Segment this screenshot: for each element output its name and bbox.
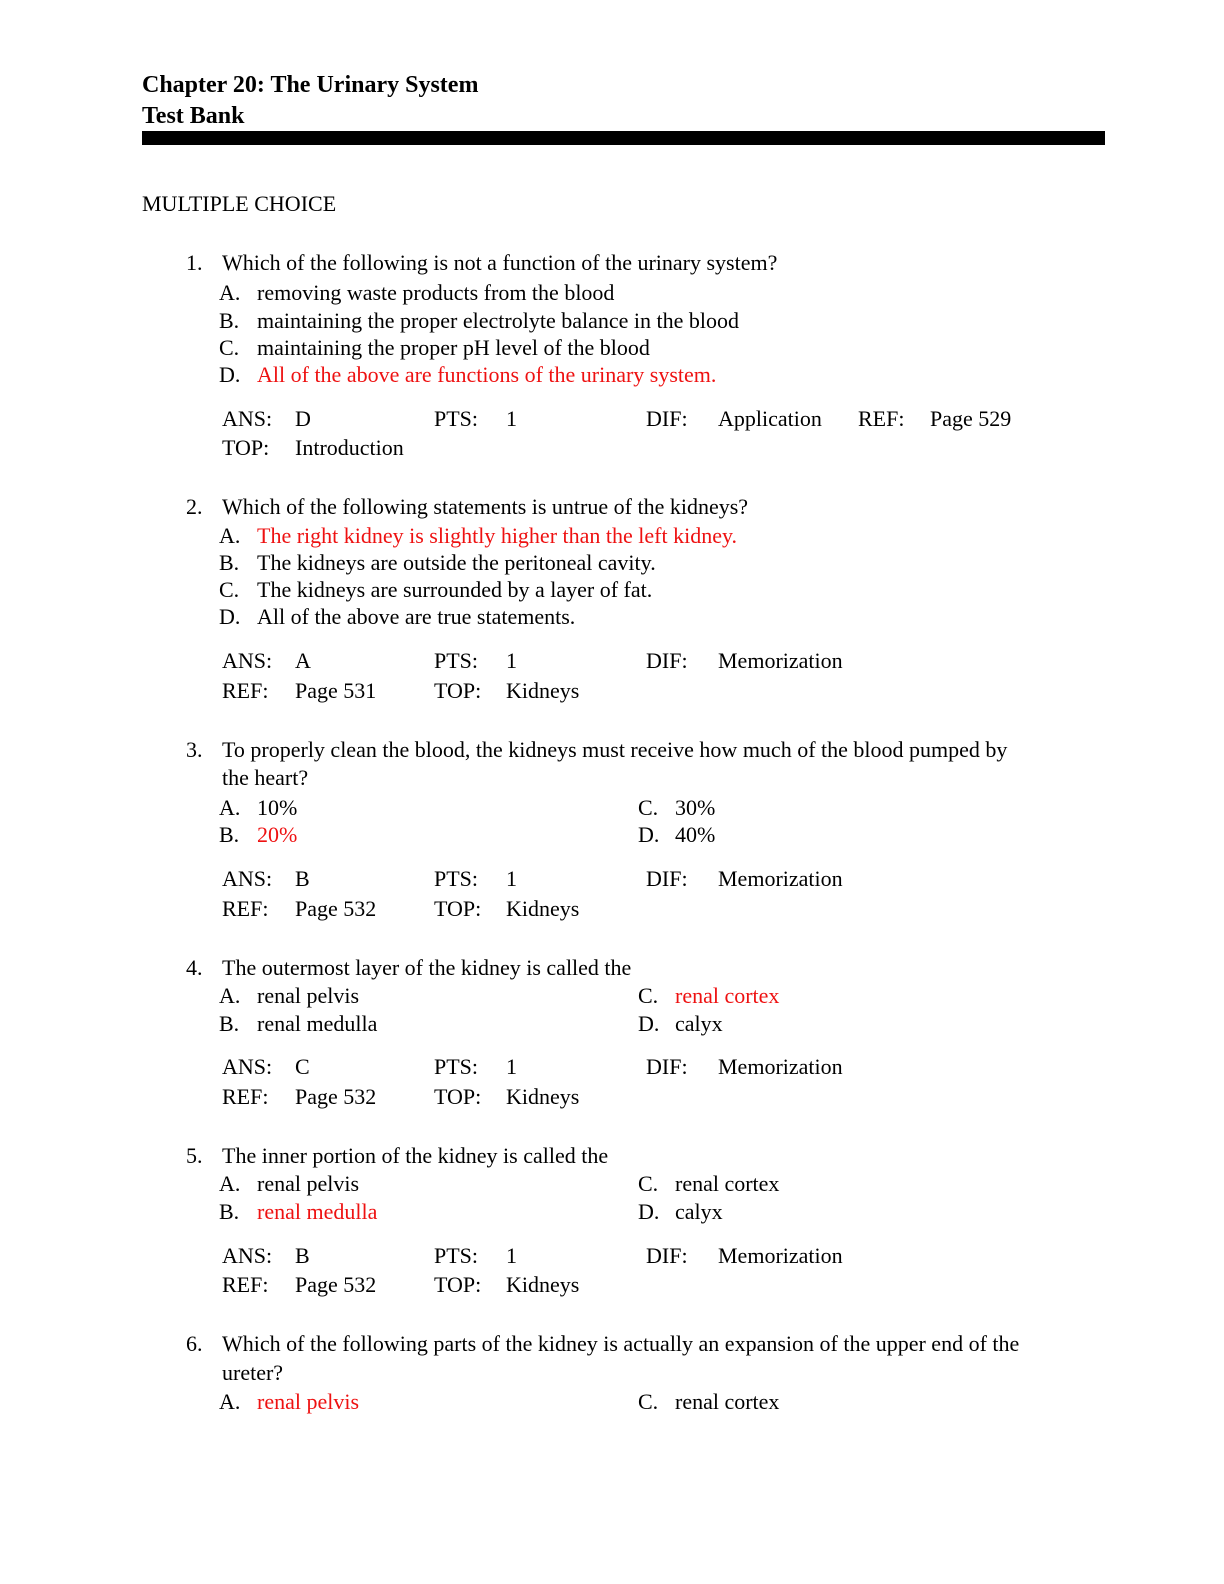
option-letter: C. (219, 577, 240, 602)
question-number: 2. (186, 494, 203, 519)
correct-option-text: All of the above are functions of the urinary system. (257, 362, 717, 387)
option-letter: B. (219, 1199, 240, 1224)
option-text: calyx (675, 1199, 723, 1224)
dif-value: Memorization (718, 1054, 843, 1079)
option-text: calyx (675, 1011, 723, 1036)
ans-value: A (295, 648, 311, 673)
pts-label: PTS: (434, 648, 479, 673)
option-text: The kidneys are outside the peritoneal cavity. (257, 550, 656, 575)
question-number: 1. (186, 250, 203, 275)
ref-value: Page 532 (295, 896, 377, 921)
option-letter: B. (219, 822, 240, 847)
question-stem: The inner portion of the kidney is called the (222, 1143, 609, 1168)
option-letter: A. (219, 1389, 241, 1414)
option-letter: A. (219, 523, 241, 548)
option-text: All of the above are true statements. (257, 604, 576, 629)
option-text: removing waste products from the blood (257, 280, 615, 305)
option-letter: D. (638, 1199, 660, 1224)
pts-value: 1 (506, 1243, 517, 1268)
question-number: 6. (186, 1331, 203, 1356)
dif-label: DIF: (646, 648, 688, 673)
correct-option-text: renal cortex (675, 983, 780, 1008)
top-value: Introduction (295, 435, 404, 460)
correct-option-text: renal pelvis (257, 1389, 360, 1414)
option-letter: C. (638, 1171, 659, 1196)
question-stem: Which of the following statements is untrue of the kidneys? (222, 494, 749, 519)
option-text: maintaining the proper electrolyte balance in the blood (257, 308, 739, 333)
pts-label: PTS: (434, 1054, 479, 1079)
option-text: renal cortex (675, 1389, 780, 1414)
option-text: renal cortex (675, 1171, 780, 1196)
pts-label: PTS: (434, 406, 479, 431)
ref-value: Page 532 (295, 1084, 377, 1109)
option-text: 10% (257, 795, 298, 820)
question-number: 4. (186, 955, 203, 980)
pts-value: 1 (506, 866, 517, 891)
dif-label: DIF: (646, 406, 688, 431)
correct-option-text: renal medulla (257, 1199, 378, 1224)
question-stem-continued: ureter? (222, 1360, 284, 1385)
top-label: TOP: (434, 896, 482, 921)
ref-label: REF: (222, 896, 269, 921)
dif-value: Memorization (718, 1243, 843, 1268)
option-text: The kidneys are surrounded by a layer of fat. (257, 577, 653, 602)
pts-value: 1 (506, 1054, 517, 1079)
top-label: TOP: (222, 435, 270, 460)
top-value: Kidneys (506, 1084, 580, 1109)
question-stem: Which of the following is not a function of the urinary system? (222, 250, 778, 275)
dif-value: Memorization (718, 648, 843, 673)
ref-label: REF: (222, 1272, 269, 1297)
question-stem-continued: the heart? (222, 765, 309, 790)
option-text: renal pelvis (257, 1171, 360, 1196)
pts-value: 1 (506, 406, 517, 431)
ans-label: ANS: (222, 1243, 273, 1268)
option-letter: D. (638, 822, 660, 847)
top-label: TOP: (434, 1084, 482, 1109)
option-text: renal pelvis (257, 983, 360, 1008)
top-label: TOP: (434, 678, 482, 703)
option-letter: C. (638, 983, 659, 1008)
top-label: TOP: (434, 1272, 482, 1297)
ref-label: REF: (222, 1084, 269, 1109)
question-number: 5. (186, 1143, 203, 1168)
question-stem: Which of the following parts of the kidney is actually an expansion of the upper end of the (222, 1331, 1020, 1356)
option-letter: D. (219, 362, 241, 387)
option-text: 40% (675, 822, 716, 847)
ans-label: ANS: (222, 648, 273, 673)
dif-label: DIF: (646, 1243, 688, 1268)
ans-label: ANS: (222, 866, 273, 891)
correct-option-text: The right kidney is slightly higher than the left kidney. (257, 523, 738, 548)
test-bank-title: Test Bank (142, 103, 245, 129)
question-stem: To properly clean the blood, the kidneys must receive how much of the blood pumped by (222, 737, 1008, 762)
dif-value: Application (718, 406, 822, 431)
dif-value: Memorization (718, 866, 843, 891)
option-letter: B. (219, 1011, 240, 1036)
ref-value: Page 532 (295, 1272, 377, 1297)
option-letter: A. (219, 1171, 241, 1196)
option-letter: C. (638, 1389, 659, 1414)
pts-label: PTS: (434, 1243, 479, 1268)
ans-value: D (295, 406, 311, 431)
top-value: Kidneys (506, 678, 580, 703)
ans-label: ANS: (222, 406, 273, 431)
correct-option-text: 20% (257, 822, 298, 847)
ref-value: Page 529 (930, 406, 1012, 431)
ans-value: C (295, 1054, 310, 1079)
option-letter: D. (219, 604, 241, 629)
ans-value: B (295, 1243, 310, 1268)
option-letter: A. (219, 795, 241, 820)
option-text: maintaining the proper pH level of the blood (257, 335, 650, 360)
option-letter: B. (219, 550, 240, 575)
option-text: 30% (675, 795, 716, 820)
question-stem: The outermost layer of the kidney is called the (222, 955, 632, 980)
option-letter: B. (219, 308, 240, 333)
dif-label: DIF: (646, 866, 688, 891)
option-letter: D. (638, 1011, 660, 1036)
option-letter: C. (219, 335, 240, 360)
ref-value: Page 531 (295, 678, 377, 703)
top-value: Kidneys (506, 1272, 580, 1297)
pts-label: PTS: (434, 866, 479, 891)
option-letter: A. (219, 280, 241, 305)
option-text: renal medulla (257, 1011, 378, 1036)
dif-label: DIF: (646, 1054, 688, 1079)
question-number: 3. (186, 737, 203, 762)
header-rule (142, 131, 1105, 145)
section-title: MULTIPLE CHOICE (142, 191, 337, 216)
top-value: Kidneys (506, 896, 580, 921)
ref-label: REF: (222, 678, 269, 703)
ans-label: ANS: (222, 1054, 273, 1079)
pts-value: 1 (506, 648, 517, 673)
ans-value: B (295, 866, 310, 891)
option-letter: A. (219, 983, 241, 1008)
chapter-title: Chapter 20: The Urinary System (142, 72, 479, 98)
ref-label: REF: (858, 406, 905, 431)
option-letter: C. (638, 795, 659, 820)
